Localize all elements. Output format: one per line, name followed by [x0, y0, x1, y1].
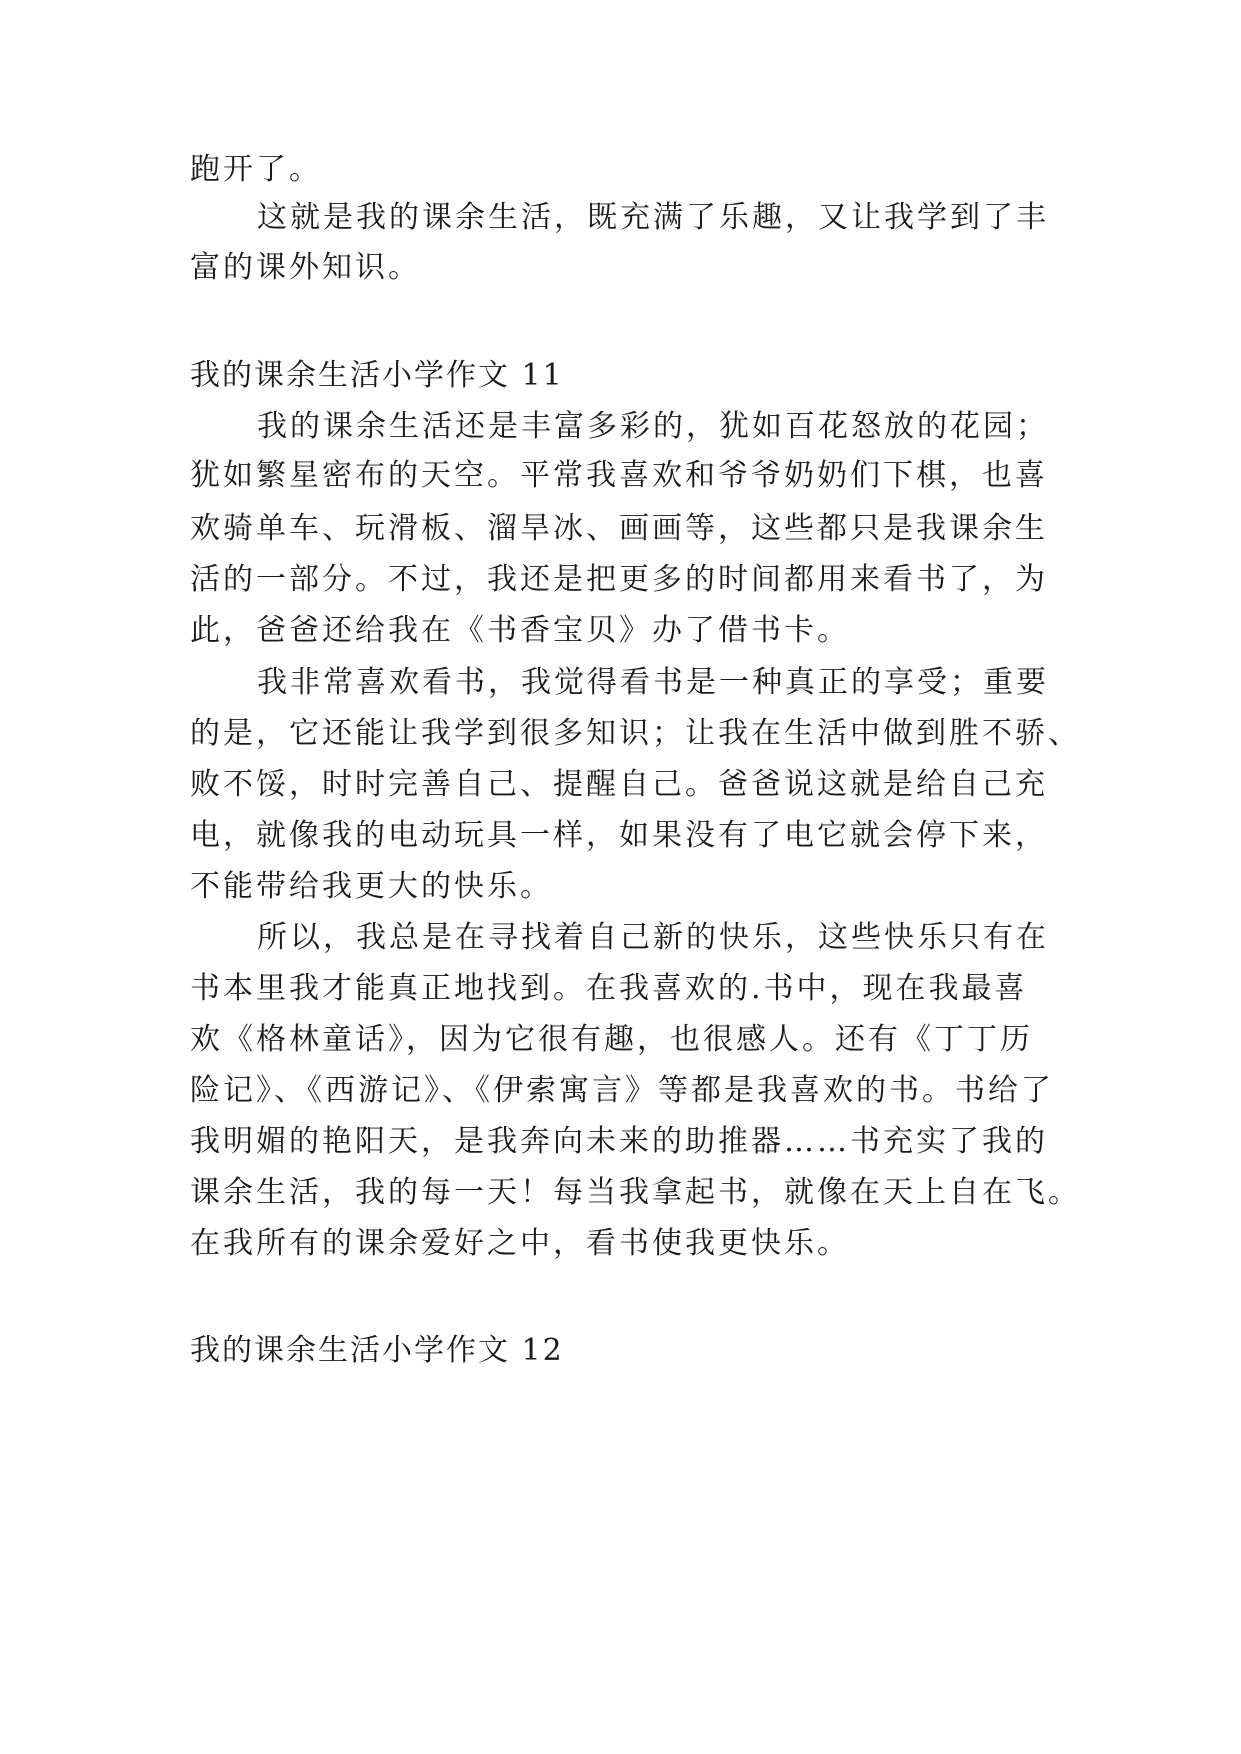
- text-line: 犹如繁星密布的天空。平常我喜欢和爷爷奶奶们下棋，也喜: [190, 458, 1048, 493]
- text-line: 课余生活，我的每一天！每当我拿起书，就像在天上自在飞。: [190, 1175, 1081, 1210]
- text-line: 富的课外知识。: [190, 250, 421, 285]
- section-title: 我的课余生活小学作文 12: [190, 1333, 564, 1368]
- text-line: 欢骑单车、玩滑板、溜旱冰、画画等，这些都只是我课余生: [190, 511, 1048, 546]
- text-line: 我明媚的艳阳天，是我奔向未来的助推器……书充实了我的: [190, 1124, 1048, 1159]
- paragraph-first-line: 我非常喜欢看书，我觉得看书是一种真正的享受；重要: [257, 665, 1049, 700]
- text-line: 欢《格林童话》，因为它很有趣，也很感人。还有《丁丁历: [190, 1022, 1033, 1057]
- text-line: 在我所有的课余爱好之中，看书使我更快乐。: [190, 1226, 850, 1261]
- text-line: 不能带给我更大的快乐。: [190, 869, 553, 904]
- text-line: 书本里我才能真正地找到。在我喜欢的.书中，现在我最喜: [190, 971, 1028, 1006]
- paragraph-first-line: 所以，我总是在寻找着自己新的快乐，这些快乐只有在: [257, 920, 1049, 955]
- section-title: 我的课余生活小学作文 11: [190, 358, 564, 393]
- paragraph-first-line: 我的课余生活还是丰富多彩的，犹如百花怒放的花园；: [257, 409, 1049, 444]
- text-line: 败不馁，时时完善自己、提醒自己。爸爸说这就是给自己充: [190, 767, 1048, 802]
- text-line: 此，爸爸还给我在《书香宝贝》办了借书卡。: [190, 613, 850, 648]
- text-line: 活的一部分。不过，我还是把更多的时间都用来看书了，为: [190, 562, 1048, 597]
- text-line: 跑开了。: [190, 152, 322, 187]
- paragraph-first-line: 这就是我的课余生活，既充满了乐趣，又让我学到了丰: [257, 200, 1049, 235]
- text-line: 的是，它还能让我学到很多知识；让我在生活中做到胜不骄、: [190, 716, 1081, 751]
- text-line: 电，就像我的电动玩具一样，如果没有了电它就会停下来，: [190, 818, 1048, 853]
- text-line: 险记》、《西游记》、《伊索寓言》等都是我喜欢的书。书给了: [190, 1073, 1054, 1108]
